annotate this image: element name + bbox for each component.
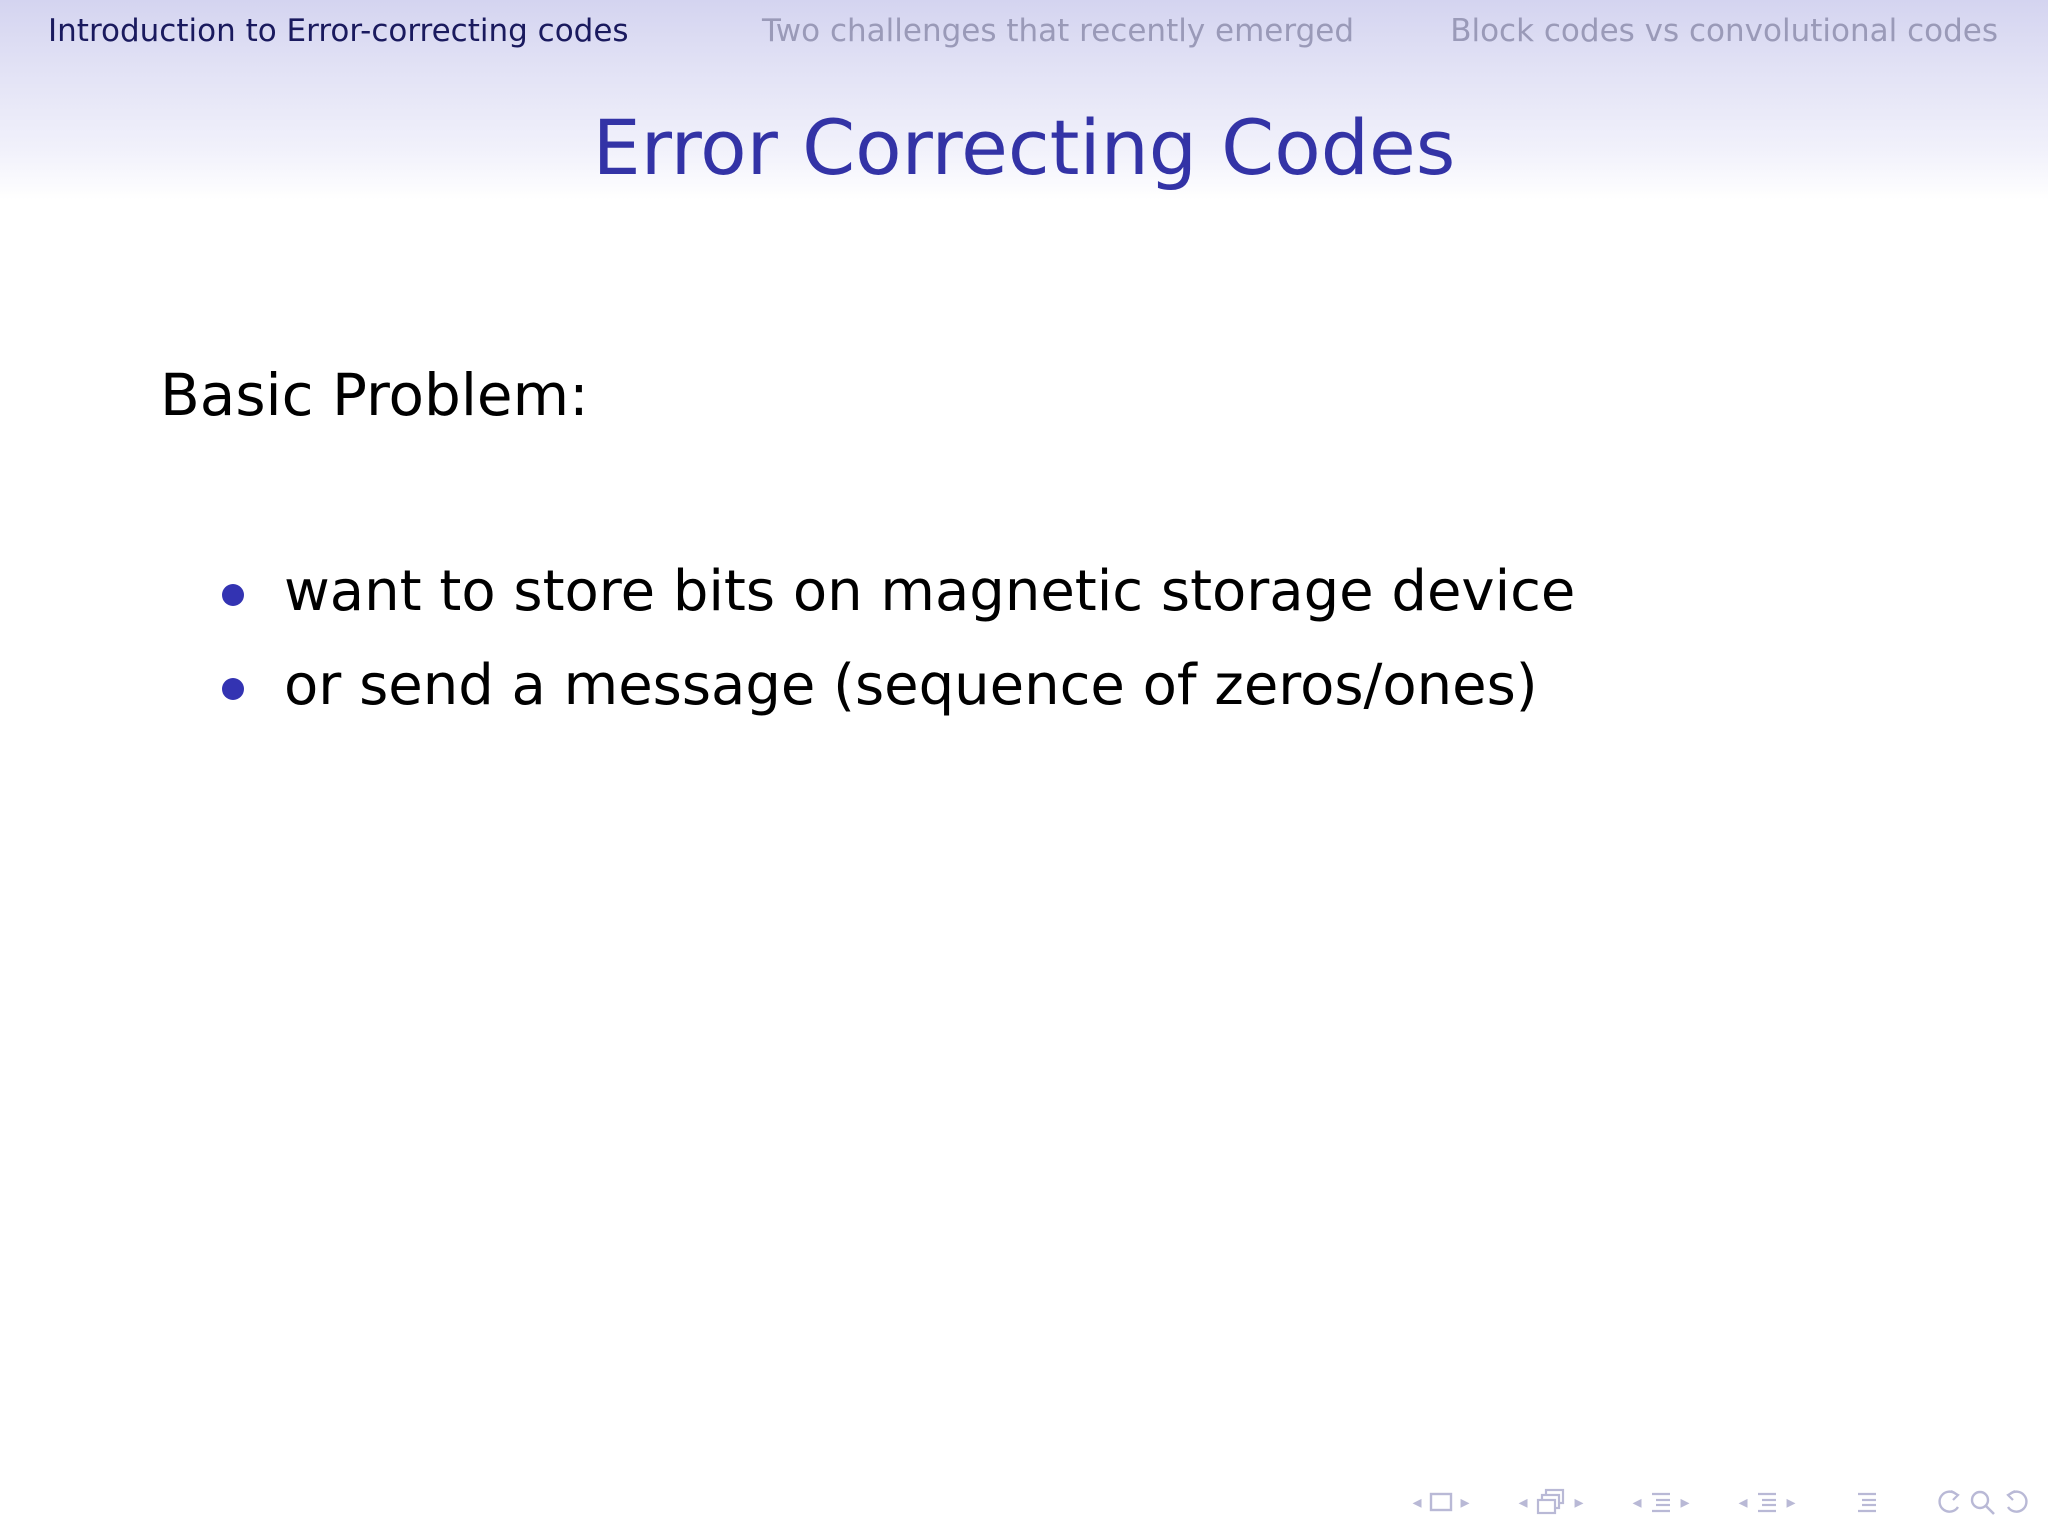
bullet-text: or send a message (sequence of zeros/ones) xyxy=(284,653,1538,718)
subsection-icon[interactable] xyxy=(1534,1482,1568,1522)
bullet-dot-icon xyxy=(222,584,244,606)
search-icon[interactable] xyxy=(1966,1482,2000,1522)
previous-frame-icon[interactable]: ◂ xyxy=(1412,1491,1422,1513)
nav-section-introduction[interactable]: Introduction to Error-correcting codes xyxy=(48,13,629,49)
previous-subsection-icon[interactable]: ◂ xyxy=(1518,1491,1528,1513)
bullet-list xyxy=(222,545,1575,733)
next-subsection-icon[interactable]: ▸ xyxy=(1574,1491,1584,1513)
section-navigation xyxy=(0,8,2048,54)
slide-title: Error Correcting Codes xyxy=(592,103,1456,192)
document-icon[interactable] xyxy=(1754,1482,1780,1522)
previous-document-icon[interactable]: ◂ xyxy=(1738,1491,1748,1513)
next-frame-icon[interactable]: ▸ xyxy=(1460,1491,1470,1513)
bullet-item xyxy=(222,545,1575,639)
beamer-navigation-symbols xyxy=(1406,1482,2034,1522)
nav-section-two-challenges[interactable]: Two challenges that recently emerged xyxy=(762,13,1355,49)
bullet-text: want to store bits on magnetic storage device xyxy=(284,559,1576,624)
forward-icon[interactable] xyxy=(2000,1482,2034,1522)
section-icon[interactable] xyxy=(1648,1482,1674,1522)
next-section-icon[interactable]: ▸ xyxy=(1680,1491,1690,1513)
appendix-icon[interactable] xyxy=(1854,1482,1880,1522)
bullet-item xyxy=(222,639,1575,733)
slide-content xyxy=(160,355,1576,718)
frame-icon[interactable] xyxy=(1428,1482,1454,1522)
next-document-icon[interactable]: ▸ xyxy=(1786,1491,1796,1513)
back-icon[interactable] xyxy=(1932,1482,1966,1522)
previous-section-icon[interactable]: ◂ xyxy=(1632,1491,1642,1513)
bullet-dot-icon xyxy=(222,678,244,700)
lead-text: Basic Problem: xyxy=(160,361,589,429)
nav-section-block-vs-convolutional[interactable]: Block codes vs convolutional codes xyxy=(1450,13,1998,49)
